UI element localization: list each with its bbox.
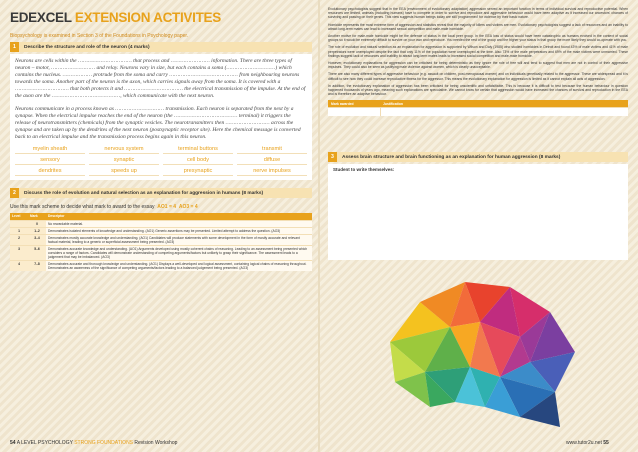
word-bank-item[interactable]: dendrites (15, 166, 85, 176)
descriptor-cell: Demonstrates mostly accurate knowledge and understanding. (AO1) Candidates will produce statements with some development in the form of mostly accurate and relevant factual material, leading to a generic or superficial assessment being presented. (AO3) (46, 234, 312, 245)
essay-paragraph: However, evolutionary explanations for aggression can be criticised for being deterministic as they ignore the role of free will and tend to suggest that men are not in control of their aggressive impulses. They could also be seen as justifying male violence against women, which is clearly unacceptable. (328, 61, 628, 70)
question-prompt: Discuss the role of evolution and natural selection as an explanation for aggression in humans (8 marks) (24, 190, 264, 196)
table-row (10, 234, 312, 245)
word-bank-item[interactable]: nervous system (89, 144, 159, 154)
page-number: 55 (603, 440, 609, 446)
table-header-row (10, 213, 312, 220)
table-row (10, 227, 312, 234)
word-bank-item[interactable]: diffuse (237, 155, 307, 165)
column-header: Descriptor (46, 213, 312, 220)
question-number: 2 (10, 188, 19, 198)
word-bank (15, 144, 307, 176)
essay-paragraph: Another motive for male-male homicide might be the defence of status in the local peer group. In the EEA loss of status would have been catastrophic as humans evolved in the context of social groups so it would be extremely difficult to survive on your own and reproduce. You needed the rest of the group and the higher your status in that group the more likely they would co-operate with you. (328, 34, 628, 43)
answer-box[interactable] (328, 164, 628, 260)
level-cell: 3 (10, 245, 28, 260)
essay-text (328, 7, 628, 96)
question-prompt: Assess brain structure and brain functioning as an explanation for human aggression (8 marks) (342, 154, 561, 160)
footer-right (566, 440, 609, 446)
table-row (10, 260, 312, 271)
word-bank-item[interactable]: myelin sheath (15, 144, 85, 154)
cloze-paragraph-2[interactable]: Neurons communicate in a process known as ………………………… transmission. Each neuron is separated from the next by a synapse. When the electrical impulse reaches the end of the neuron (the ………………………………… terminal) it triggers the release of neurotransmitters (chemicals) from the synaptic vesicles. The neurotransmitters then ……………………… across the synapse and are taken up by the dendrites of the next neuron (postsynaptic receptor site). Here the chemical message is converted back to an electrical impulse and the transmission process begins again in this neuron. (15, 106, 301, 140)
table-row (10, 220, 312, 227)
left-page (10, 10, 312, 271)
mark-scheme-instruction: Use this mark scheme to decide what mark to award to the essay AO1 = 4 AO3 = 4 (10, 204, 198, 210)
mark-cell: 1–2 (28, 227, 46, 234)
column-header: Mark awarded (328, 100, 380, 107)
essay-paragraph: Homicide represents the most extreme form of aggression and statistics reveal that the majority of killers and victims are men. Evolutionary psychologists suggest a lack of resources and an inability to attract long-term mates can lead to increased sexual competition and male-male homicide. (328, 22, 628, 31)
essay-paragraph: The role of evolution and natural selection as an explanation for aggression is supported by Wilson and Daly (1985) who studied homicides in Detroit and found 43% of male victims and 41% of male perpetrators were unemployed despite the fact that only 11% of the population were unemployed at the time. Also 73% of the male perpetrators and 69% of the male victims were unmarried. These findings suggest lack of resources and inability to attract long-term mates leads to increased social competition and male-male homicide. (328, 45, 628, 58)
page-title: EDEXCEL EXTENSION ACTIVITES (10, 10, 221, 25)
table-row (10, 245, 312, 260)
descriptor-cell: Demonstrates isolated elements of knowledge and understanding. (AO1) Generic assertions may be presented. Limited attempt to address the question. (AO3) (46, 227, 312, 234)
word-bank-item[interactable]: presynaptic (163, 166, 233, 176)
mark-cell: 0 (28, 220, 46, 227)
word-bank-item[interactable]: speeds up (89, 166, 159, 176)
mark-cell: 7–8 (28, 260, 46, 271)
level-cell: 4 (10, 260, 28, 271)
question-prompt: Describe the structure and role of the neuron (4 marks) (24, 44, 150, 50)
mark-cell: 5–6 (28, 245, 46, 260)
ao3-weight: AO3 = 4 (178, 204, 198, 210)
essay-paragraph: Evolutionary psychologists suggest that in the EEA (environment of evolutionary adaptation) aggression served an important function in terms of individual survival and reproductive potential. When resources are limited, animals (including humans) have to compete in order to survive and reproduce and aggressive behaviour would have been adaptive as it increased our ancestors' chances of surviving and passing on their genes. This view suggests human beings today are still 'programmed' for violence by their basic nature. (328, 7, 628, 20)
word-bank-item[interactable]: sensory (15, 155, 85, 165)
level-cell: 1 (10, 227, 28, 234)
cloze-paragraph-1[interactable]: Neurons are cells within the …………………………… that process and …………………… information. There are three types of neuron – motor, ……………………… and relay. Neurons vary in size, but each contains a soma (…………………………) which contains the nucleus. ……………… protrude from the soma and carry …………………………………… from neighbouring neurons towards the soma. Another part of the neuron is the axon, which carries signals away from the soma. It is covered with a …………………………… that both protects it and ……………………………… the electrical transmission of the impulse. At the end of the axon are the ……………………………………, which communicate with the next neuron. (15, 58, 306, 99)
page-number: 54 (10, 440, 16, 446)
question-number: 1 (10, 42, 19, 52)
word-bank-item[interactable]: synaptic (89, 155, 159, 165)
descriptor-cell: No rewardable material. (46, 220, 312, 227)
mark-cell: 3–4 (28, 234, 46, 245)
mark-awarded-cell[interactable] (328, 107, 380, 116)
question-number: 3 (328, 152, 337, 162)
level-cell: 2 (10, 234, 28, 245)
ao1-weight: AO1 = 4 (157, 204, 177, 210)
column-header: Mark (28, 213, 46, 220)
footer-left: 54 A LEVEL PSYCHOLOGY STRONG FOUNDATIONS Revision Workshop (10, 440, 178, 446)
descriptor-cell: Demonstrates accurate and thorough knowledge and understanding. (AO1) Displays a well-developed and logical assessment, containing logical chains of reasoning throughout. Demonstrates an awareness of the significance of competing arguments/factors leading to a balanced judgement being presented. (AO3) (46, 260, 312, 271)
table-header-row (328, 100, 628, 107)
essay-paragraph: In addition, the evolutionary explanation of aggression has been criticised for being unscientific and unfalsifiable. This is because it is difficult to test because the human behaviour in question happened thousands of years ago, meaning such explanations are speculative. We cannot know for certain that aggression would have increased the chances of survival and reproduction in the EEA and is therefore an adaptive behaviour. (328, 83, 628, 97)
section-note: Biopsychology is examined in Section 3 of the Foundations in Psychology paper. (10, 33, 189, 39)
page-spine (318, 0, 320, 452)
word-bank-item[interactable]: terminal buttons (163, 144, 233, 154)
answer-label: Student to write themselves: (333, 167, 395, 173)
level-cell (10, 220, 28, 227)
question-1-header (10, 42, 312, 52)
justification-cell[interactable] (380, 107, 628, 116)
column-header: Justification (380, 100, 628, 107)
column-header: Level (10, 213, 28, 220)
right-page (328, 7, 628, 260)
word-bank-item[interactable]: nerve impulses (237, 166, 307, 176)
question-1-box (10, 54, 312, 180)
website-link[interactable]: www.tutor2u.net (566, 440, 602, 446)
word-bank-item[interactable]: cell body (163, 155, 233, 165)
question-3-header (328, 152, 628, 162)
mark-scheme-table (10, 213, 312, 271)
low-poly-brain-illustration (370, 272, 584, 432)
evaluation-table (328, 100, 628, 116)
essay-paragraph: There are also many different types of aggressive behaviour (e.g. assault on children, post-menopausal women) and on individuals genetically related to the aggressor. These are widespread and it is difficult to see how they could increase reproductive fitness for the aggressor. This means the evolutionary explanation for aggression is limited as it cannot explain all acts of aggression. (328, 72, 628, 81)
question-2-header (10, 188, 312, 198)
word-bank-item[interactable]: transmit (237, 144, 307, 154)
table-row (328, 107, 628, 116)
descriptor-cell: Demonstrates accurate knowledge and understanding. (AO1) Arguments developed using mostly coherent chains of reasoning. Leading to an assessment being presented which considers a range of factors. Candidates will demonstrate understanding of competing arguments/factors but unlikely to grasp their significance. The assessment leads to a judgement that may be imbalanced. (AO3) (46, 245, 312, 260)
